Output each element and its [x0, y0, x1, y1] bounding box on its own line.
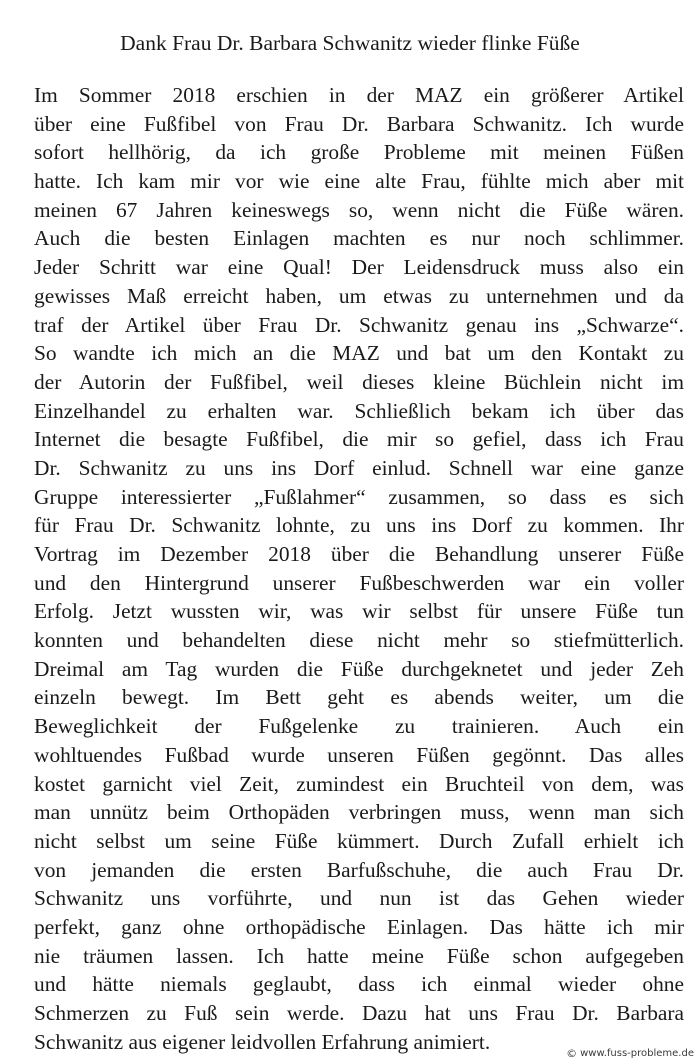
text-line: Dr. Schwanitz zu uns ins Dorf einlud. Schnell war eine ganze	[34, 455, 684, 480]
text-line: perfekt, ganz ohne orthopädische Einlagen. Das hätte ich mir	[34, 914, 684, 939]
document-body	[34, 81, 684, 1056]
watermark-text: www.fuss-probleme.de	[580, 1048, 694, 1059]
text-line: nie träumen lassen. Ich hatte meine Füße schon aufgegeben	[34, 943, 684, 968]
text-line: einzeln bewegt. Im Bett geht es abends weiter, um die	[34, 685, 684, 710]
text-line: So wandte ich mich an die MAZ und bat um den Kontakt zu	[34, 341, 684, 366]
text-line: nicht selbst um seine Füße kümmert. Durch Zufall erhielt ich	[34, 828, 684, 853]
text-line: Schmerzen zu Fuß sein werde. Dazu hat uns Frau Dr. Barbara	[34, 1001, 684, 1025]
text-line: über eine Fußfibel von Frau Dr. Barbara Schwanitz. Ich wurde	[34, 111, 684, 136]
text-line: meinen 67 Jahren keineswegs so, wenn nicht die Füße wären.	[34, 197, 684, 222]
text-line: und den Hintergrund unserer Fußbeschwerden war ein voller	[34, 570, 684, 595]
text-line: Schwanitz aus eigener leidvollen Erfahrung animiert.	[34, 1029, 491, 1054]
text-line: Einzelhandel zu erhalten war. Schließlich bekam ich über das	[34, 398, 684, 423]
text-line: von jemanden die ersten Barfußschuhe, die auch Frau Dr.	[34, 857, 684, 882]
copyright-icon: ©	[566, 1047, 578, 1060]
watermark	[566, 1047, 694, 1060]
text-line: Vortrag im Dezember 2018 über die Behandlung unserer Füße	[34, 542, 684, 566]
text-line: der Autorin der Fußfibel, weil dieses kleine Büchlein nicht im	[34, 369, 684, 394]
text-line: kostet garnicht viel Zeit, zumindest ein Bruchteil von dem, was	[34, 771, 684, 796]
text-line: Gruppe interessierter „Fußlahmer“ zusammen, so dass es sich	[34, 484, 684, 509]
text-line: hatte. Ich kam mir vor wie eine alte Frau, fühlte mich aber mit	[34, 169, 684, 194]
text-line: traf der Artikel über Frau Dr. Schwanitz genau ins „Schwarze“.	[34, 312, 684, 337]
text-line: gewisses Maß erreicht haben, um etwas zu unternehmen und da	[34, 283, 684, 308]
document-title: Dank Frau Dr. Barbara Schwanitz wieder flinke Füße	[120, 31, 580, 55]
text-line: Internet die besagte Fußfibel, die mir so gefiel, dass ich Frau	[34, 427, 684, 452]
text-line: sofort hellhörig, da ich große Probleme mit meinen Füßen	[34, 140, 684, 165]
text-line: Erfolg. Jetzt wussten wir, was wir selbst für unsere Füße tun	[34, 599, 684, 624]
text-line: Beweglichkeit der Fußgelenke zu trainieren. Auch ein	[34, 714, 684, 739]
text-line: Dreimal am Tag wurden die Füße durchgeknetet und jeder Zeh	[34, 656, 684, 681]
text-line: Auch die besten Einlagen machten es nur noch schlimmer.	[34, 226, 684, 251]
text-line: für Frau Dr. Schwanitz lohnte, zu uns ins Dorf zu kommen. Ihr	[34, 513, 684, 538]
text-line: man unnütz beim Orthopäden verbringen muss, wenn man sich	[34, 800, 684, 825]
text-line: Jeder Schritt war eine Qual! Der Leidensdruck muss also ein	[34, 255, 684, 280]
text-line: konnten und behandelten diese nicht mehr so stiefmütterlich.	[34, 628, 684, 653]
text-line: wohltuendes Fußbad wurde unseren Füßen gegönnt. Das alles	[34, 742, 684, 767]
text-line: und hätte niemals geglaubt, dass ich einmal wieder ohne	[34, 972, 684, 997]
text-line: Im Sommer 2018 erschien in der MAZ ein größerer Artikel	[34, 83, 684, 107]
text-line: Schwanitz uns vorführte, und nun ist das Gehen wieder	[34, 886, 684, 911]
